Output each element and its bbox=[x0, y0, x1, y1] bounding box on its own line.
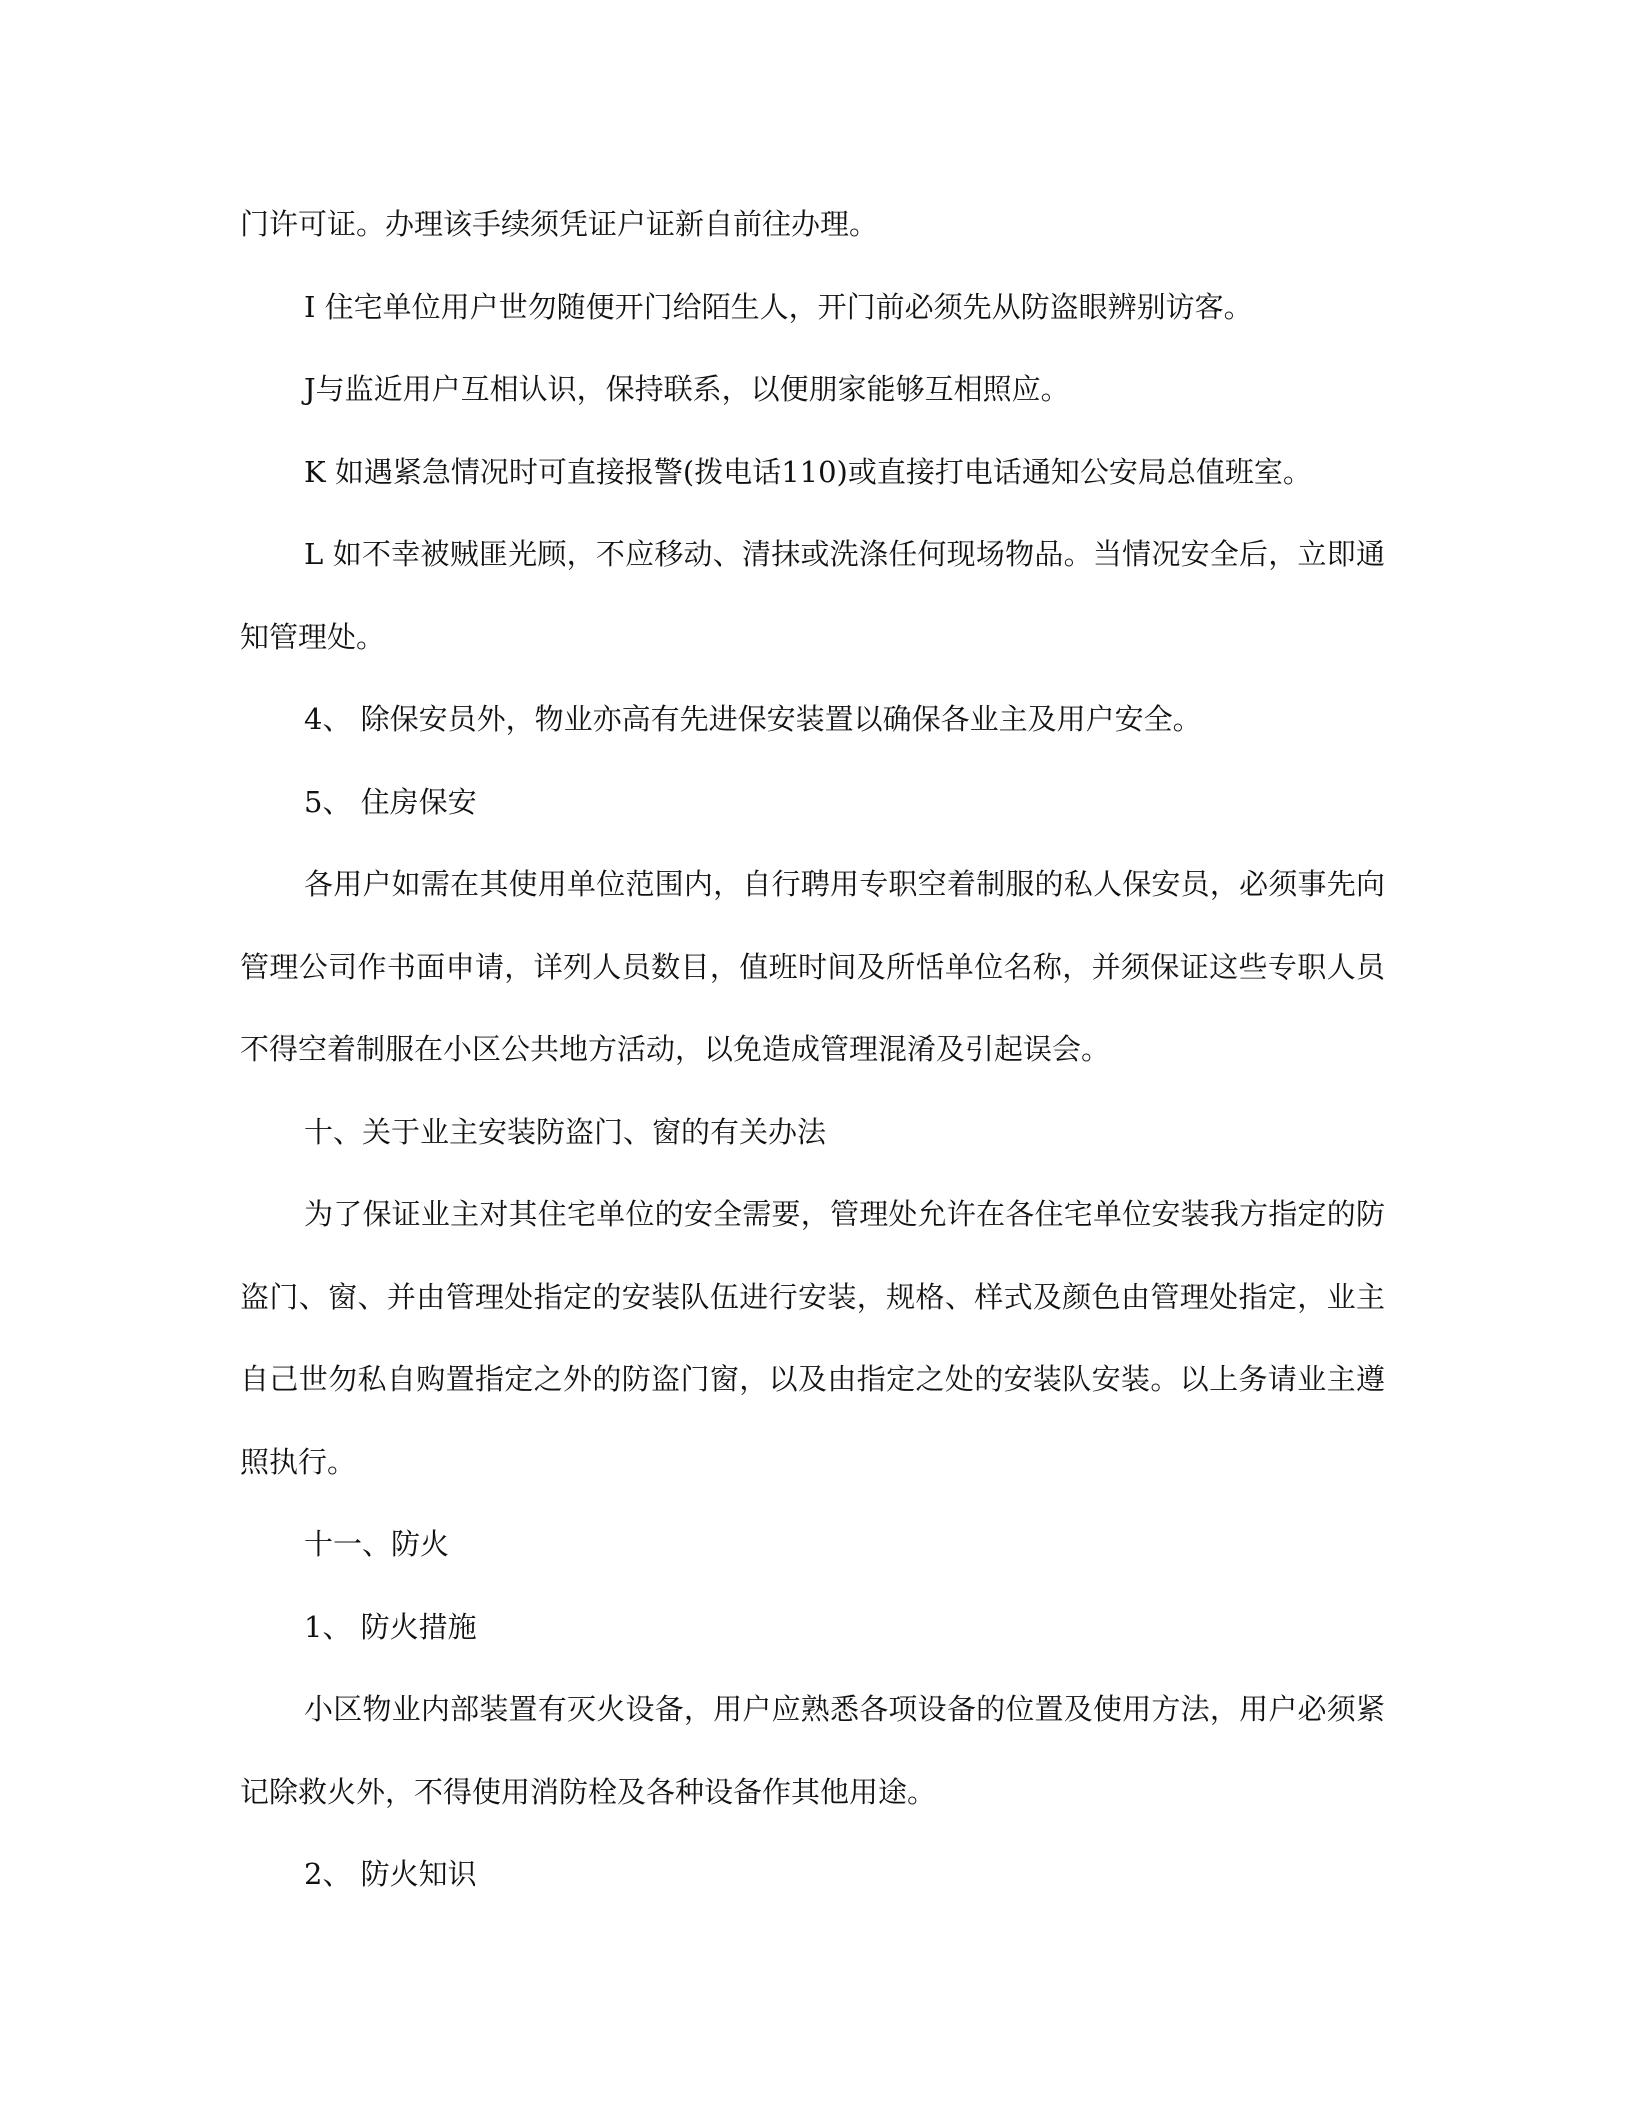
document-body bbox=[240, 183, 1385, 1916]
section-heading-10: 十、关于业主安装防盗门、窗的有关办法 bbox=[304, 1114, 827, 1149]
section-heading-11: 十一、防火 bbox=[304, 1527, 450, 1561]
paragraph-security-doors: 为了保证业主对其住宅单位的安全需要，管理处允许在各住宅单位安装我方指定的防盗门、窗、并由管理处指定的安装队伍进行安装，规格、样式及颜色由管理处指定，业主自己世勿私自购置指定之外的防盗门窗，以及由指定之处的安装队安装。以上务请业主遵照执行。 bbox=[240, 1197, 1385, 1479]
paragraph-private-guards: 各用户如需在其使用单位范围内，自行聘用专职空着制服的私人保安员，必须事先向管理公司作书面申请，详列人员数目，值班时间及所恬单位名称，并须保证这些专职人员不得空着制服在小区公共地方活动，以免造成管理混淆及引起误会。 bbox=[240, 867, 1385, 1066]
heading-item-5: 5、 住房保安 bbox=[304, 784, 477, 819]
paragraph-item-j: J与监近用户互相认识，保持联系，以便朋家能够互相照应。 bbox=[304, 372, 1070, 406]
paragraph-item-i: I 住宅单位用户世勿随便开门给陌生人，开门前必须先从防盗眼辨别访客。 bbox=[304, 289, 1253, 324]
paragraph-item-k: K 如遇紧急情况时可直接报警(拨电话110)或直接打电话通知公安局总值班室。 bbox=[304, 454, 1312, 489]
heading-fire-knowledge: 2、 防火知识 bbox=[304, 1857, 477, 1891]
paragraph-continuation: 门许可证。办理该手续须凭证户证新自前往办理。 bbox=[240, 207, 879, 241]
paragraph-item-4: 4、 除保安员外，物业亦高有先进保安装置以确保各业主及用户安全。 bbox=[304, 702, 1202, 736]
paragraph-item-l: L 如不幸被贼匪光顾，不应移动、清抹或洗涤任何现场物品。当情况安全后，立即通知管理处。 bbox=[240, 537, 1385, 654]
paragraph-fire-equipment: 小区物业内部装置有灭火设备，用户应熟悉各项设备的位置及使用方法，用户必须紧记除救火外，不得使用消防栓及各种设备作其他用途。 bbox=[240, 1692, 1385, 1809]
heading-fire-measures: 1、 防火措施 bbox=[304, 1609, 477, 1644]
